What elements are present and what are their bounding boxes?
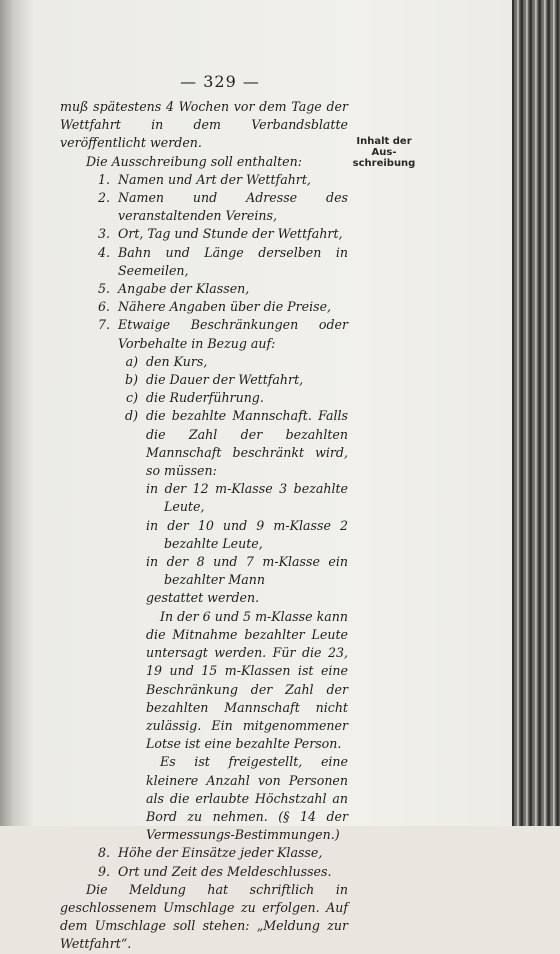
list-item-text: Namen und Art der Wettfahrt,: [118, 171, 311, 187]
page-number: — 329 —: [180, 72, 260, 91]
sub-item-text: den Kurs,: [146, 353, 208, 369]
crew-limit-line: gestattet werden.: [146, 590, 260, 606]
crew-limit-line: in der 12 m-Klasse 3 bezahlte Leute,: [146, 481, 348, 515]
crew-rule-paragraph: Es ist freigestellt, eine kleinere Anzahl von Personen als die erlaubte Höchstzahl an Bord zu nehmen. (§ 14 der Vermessungs-Bestimmungen.): [146, 754, 348, 843]
sub-item-letter: d): [125, 408, 138, 424]
list-item-number: 6.: [97, 299, 110, 315]
list-item-number: 1.: [97, 171, 110, 187]
margin-note-text: Inhalt der Aus- schreibung: [352, 136, 416, 169]
list-item: [60, 189, 348, 225]
list-item-text: Namen und Adresse des veranstaltenden Vereins,: [118, 190, 348, 224]
list-item: [60, 298, 348, 316]
sub-item-letter: a): [125, 353, 138, 369]
body-text: [60, 98, 348, 954]
sub-item-text: die bezahlte Mannschaft. Falls die Zahl der bezahlten Mannschaft beschränkt wird, so müssen:: [146, 408, 348, 479]
list-item: [60, 171, 348, 189]
list-item-text: Nähere Angaben über die Preise,: [118, 299, 332, 315]
list-item-number: 8.: [97, 845, 110, 861]
list-item-text: Ort und Zeit des Meldeschlusses.: [118, 863, 332, 879]
crew-rule-paragraph: In der 6 und 5 m-Klasse kann die Mitnahme bezahlter Leute untersagt werden. Für die 23, 19 und 15 m-Klassen ist eine Beschränkung der Zahl der bezahlten Mannschaft nicht zulässig. Ein mitgenommener Lotse ist eine bezahlte Person.: [146, 608, 348, 752]
list-item: [60, 316, 348, 352]
list-item: [60, 863, 348, 881]
sub-item-text: die Ruderführung.: [146, 390, 264, 406]
list-item-text: Bahn und Länge derselben in Seemeilen,: [118, 244, 348, 278]
list-item-number: 2.: [97, 190, 110, 206]
book-page-edge: [512, 0, 560, 826]
closing-paragraph: Die Meldung hat schriftlich in geschlossenem Umschlage zu erfolgen. Auf dem Umschlage soll stehen: „Meldung zur Wettfahrt“.: [60, 881, 348, 952]
list-item: [60, 244, 348, 280]
list-item-number: 7.: [97, 317, 110, 333]
list-item-text: Ort, Tag und Stunde der Wettfahrt,: [118, 226, 343, 242]
list-item-number: 9.: [97, 863, 110, 879]
sub-list-item: [60, 371, 348, 389]
list-heading: Die Ausschreibung soll enthalten:: [86, 153, 302, 169]
list-item-text: Etwaige Beschränkungen oder Vorbehalte in Bezug auf:: [118, 317, 348, 351]
sub-item-text: die Dauer der Wettfahrt,: [146, 372, 304, 388]
sub-list-item: [60, 407, 348, 480]
list-item-number: 3.: [97, 226, 110, 242]
sub-list-item: [60, 389, 348, 407]
list-item-number: 5.: [97, 281, 110, 297]
sub-item-letter: c): [126, 390, 138, 406]
margin-note: [350, 136, 418, 169]
crew-limit-line: in der 10 und 9 m-Klasse 2 bezahlte Leute,: [146, 517, 348, 551]
list-item-text: Höhe der Einsätze jeder Klasse,: [118, 845, 323, 861]
sub-item-letter: b): [125, 372, 138, 388]
list-item: [60, 225, 348, 243]
list-item-number: 4.: [97, 244, 110, 260]
list-item: [60, 280, 348, 298]
sub-list-item: [60, 353, 348, 371]
crew-limit-line: in der 8 und 7 m-Klasse ein bezahlter Mann: [146, 554, 348, 588]
intro-paragraph: muß spätestens 4 Wochen vor dem Tage der Wettfahrt in dem Verbandsblatte veröffentlicht werden.: [60, 99, 348, 151]
list-item-text: Angabe der Klassen,: [118, 281, 250, 297]
list-item: [60, 844, 348, 862]
